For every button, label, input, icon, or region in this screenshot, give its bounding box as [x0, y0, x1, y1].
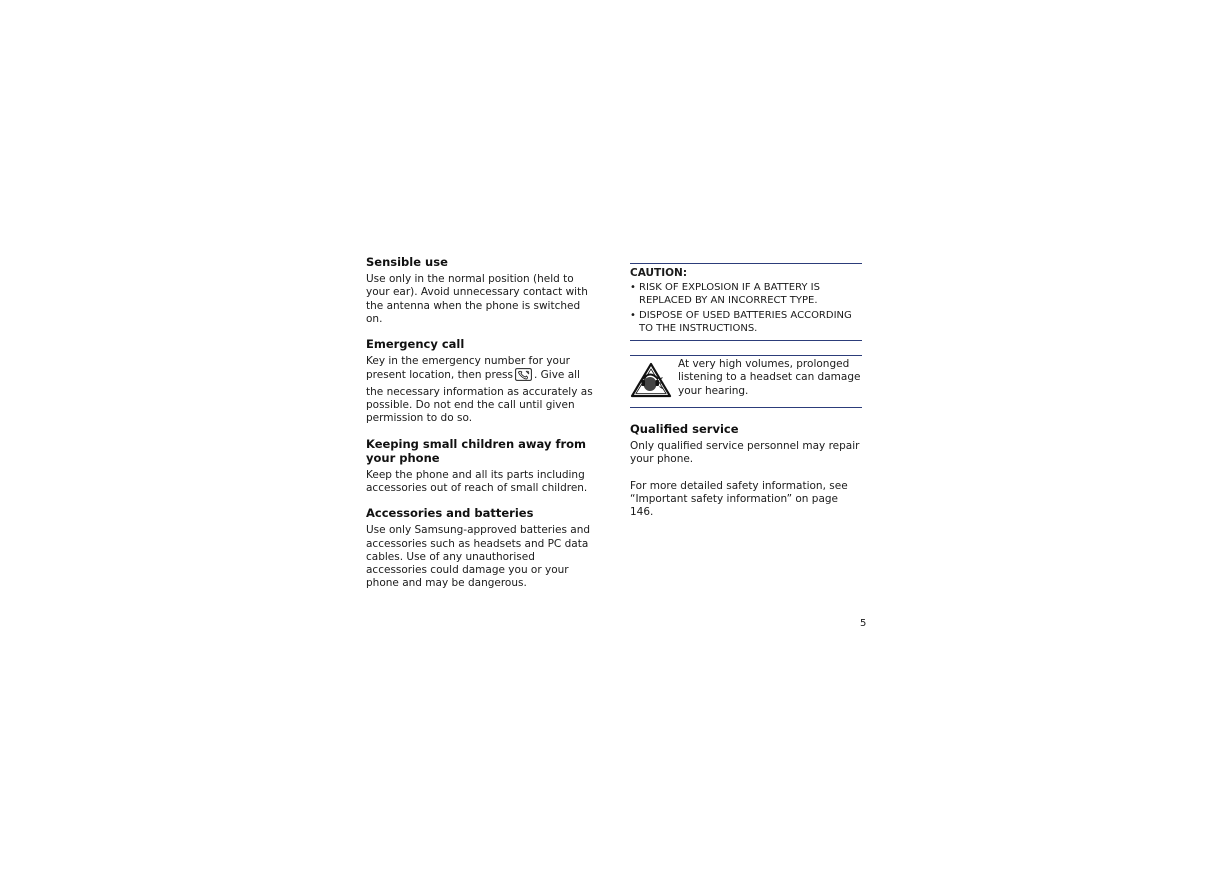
hearing-warning-box [630, 355, 862, 408]
page-number: 5 [860, 618, 867, 629]
body-emergency-call [366, 355, 598, 425]
caution-bullet [630, 309, 862, 336]
heading-sensible-use: Sensible use [366, 255, 448, 269]
more-safety-info: For more detailed safety information, see “Important safety information” on page 146. [630, 479, 848, 519]
heading-accessories-batteries: Accessories and batteries [366, 506, 534, 521]
caution-box [630, 263, 862, 341]
heading-small-children: Keeping small children away from your phone [366, 436, 587, 465]
left-column [366, 255, 598, 602]
body-small-children: Keep the phone and all its parts including accessories out of reach of small children. [366, 468, 588, 494]
bullet-dot: • [630, 282, 636, 293]
emergency-text-before: Key in the emergency number for your present location, then press [366, 355, 570, 382]
section-accessories-batteries [366, 506, 598, 590]
section-emergency-call [366, 337, 598, 425]
heading-emergency-call: Emergency call [366, 337, 465, 352]
body-sensible-use: Use only in the normal position (held to your ear). Avoid unnecessary contact with the antenna when the phone is switched on. [366, 273, 588, 325]
call-key-icon [515, 368, 532, 385]
caution-bullet-text: RISK OF EXPLOSION IF A BATTERY IS REPLACED BY AN INCORRECT TYPE. [639, 282, 820, 307]
right-column [630, 263, 862, 520]
bullet-dot: • [630, 309, 636, 321]
body-qualified-service: Only qualified service personnel may repair your phone. [630, 440, 860, 466]
hearing-warning-icon [630, 358, 678, 402]
hearing-warning-text: At very high volumes, prolonged listening to a headset can damage your hearing. [678, 358, 861, 397]
body-accessories-batteries: Use only Samsung-approved batteries and accessories such as headsets and PC data cables. Use of any unauthorised accessories could damage you or your phone and may be dangerous. [366, 524, 591, 590]
section-sensible-use [366, 255, 598, 326]
caution-bullet-text: DISPOSE OF USED BATTERIES ACCORDING TO THE INSTRUCTIONS. [639, 309, 852, 334]
heading-qualified-service: Qualified service [630, 422, 739, 437]
caution-title: CAUTION: [630, 267, 688, 279]
section-small-children [366, 437, 598, 496]
section-qualified-service [630, 422, 862, 467]
emergency-text-after: . Give all the necessary information as accurately as possible. Do not end the call until given permission to do so. [366, 369, 593, 425]
caution-bullet [630, 281, 862, 308]
